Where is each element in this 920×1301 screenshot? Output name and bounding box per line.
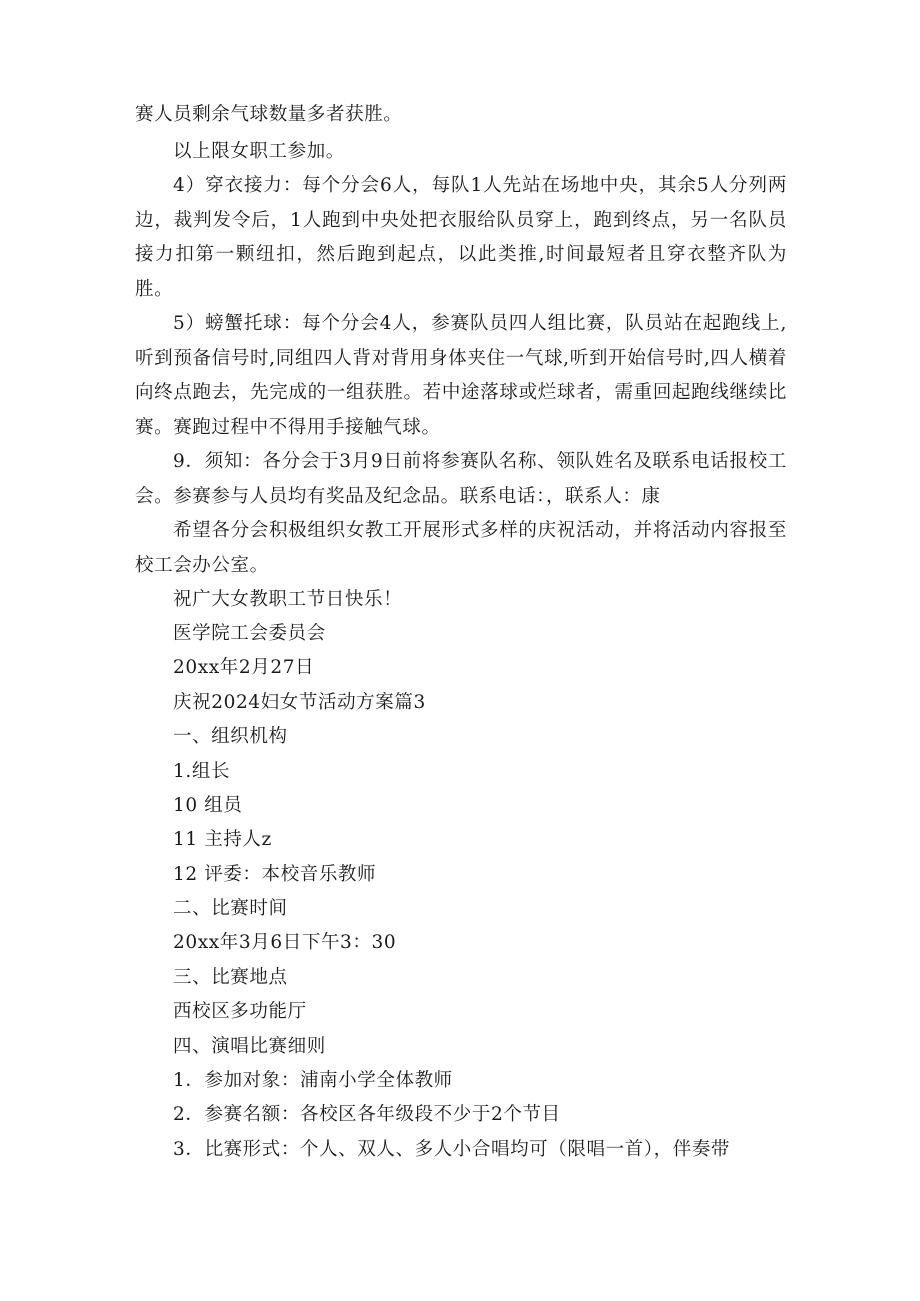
- paragraph-continuation: 赛人员剩余气球数量多者获胜。: [135, 104, 403, 125]
- competition-time: 20xx年3月6日下午3：30: [173, 932, 397, 953]
- signature-org: 医学院工会委员会: [173, 623, 326, 644]
- list-item-leader: 1.组长: [173, 761, 231, 782]
- rule-participants: 1．参加对象：浦南小学全体教师: [173, 1070, 453, 1091]
- paragraph-dressing-relay: 4）穿衣接力：每个分会6人，每队1人先站在场地中央，其余5人分列两边，裁判发令后，1人跑到中央处把衣服给队员穿上，跑到终点，另一名队员接力扣第一颗纽扣，然后跑到起点，以此类推,时间最短者且穿衣整齐队为胜。: [135, 175, 787, 300]
- paragraph-crab-ball: 5）螃蟹托球：每个分会4人，参赛队员四人组比赛，队员站在起跑线上,听到预备信号时,同组四人背对背用身体夹住一气球,听到开始信号时,四人横着向终点跑去，先完成的一组获胜。若中途落球或烂球者，需重回起跑线继续比赛。赛跑过程中不得用手接触气球。: [135, 313, 787, 438]
- rule-format: 3．比赛形式：个人、双人、多人小合唱均可（限唱一首），伴奏带: [173, 1139, 731, 1160]
- heading-location: 三、比赛地点: [173, 967, 288, 988]
- paragraph-notice: 9．须知：各分会于3月9日前将参赛队名称、领队姓名及联系电话报校工会。参赛参与人员均有奖品及纪念品。联系电话：，联系人：康: [135, 451, 787, 507]
- paragraph-restriction: 以上限女职工参加。: [173, 141, 345, 162]
- competition-location: 西校区多功能厅: [173, 1001, 307, 1022]
- rule-quota: 2．参赛名额：各校区各年级段不少于2个节目: [173, 1104, 561, 1125]
- heading-organization: 一、组织机构: [173, 726, 288, 747]
- heading-time: 二、比赛时间: [173, 898, 288, 919]
- signature-date: 20xx年2月27日: [173, 657, 315, 678]
- greeting-line: 祝广大女教职工节日快乐！: [173, 589, 403, 610]
- list-item-members: 10 组员: [173, 795, 243, 816]
- paragraph-hope: 希望各分会积极组织女教工开展形式多样的庆祝活动，并将活动内容报至校工会办公室。: [135, 520, 787, 576]
- heading-rules: 四、演唱比赛细则: [173, 1036, 326, 1057]
- section-title: 庆祝2024妇女节活动方案篇3: [173, 692, 426, 713]
- list-item-judges: 12 评委：本校音乐教师: [173, 864, 377, 885]
- list-item-host: 11 主持人z: [173, 829, 272, 850]
